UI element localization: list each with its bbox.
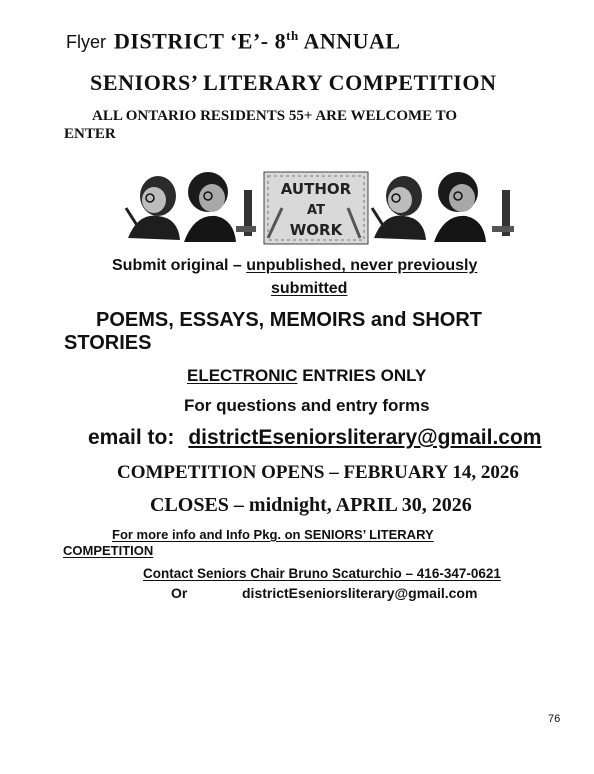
electronic-entries <box>187 366 426 386</box>
sign-word-author: AUTHOR <box>280 180 352 198</box>
right-writers-icon <box>372 172 514 242</box>
submit-requirement-1: unpublished, never previously <box>246 257 478 274</box>
info-line-1: For more info and Info Pkg. on SENIORS’ LITERARY <box>112 527 434 542</box>
info-line-2: COMPETITION <box>63 543 154 558</box>
page-number: 76 <box>548 713 561 725</box>
questions-line: For questions and entry forms <box>184 396 430 415</box>
alternate-email-link[interactable]: districtEseniorsliterary@gmail.com <box>242 585 478 601</box>
title-line-1 <box>114 28 401 54</box>
author-at-work-icon <box>118 168 520 248</box>
eligibility-line-1: ALL ONTARIO RESIDENTS 55+ ARE WELCOME TO <box>92 108 458 124</box>
sign-icon <box>264 172 368 244</box>
categories-line-2: STORIES <box>64 332 152 354</box>
categories-line-1: POEMS, ESSAYS, MEMOIRS and SHORT <box>96 309 482 331</box>
title-superscript: th <box>286 28 299 43</box>
competition-closes: CLOSES – midnight, APRIL 30, 2026 <box>150 494 472 516</box>
email-label: email to: <box>88 426 175 449</box>
electronic-rest: ENTRIES ONLY <box>297 366 427 385</box>
submit-requirement-2: submitted <box>271 280 348 297</box>
title-part-2: ANNUAL <box>298 28 401 54</box>
title-part-1: DISTRICT ‘E’- 8 <box>114 28 287 54</box>
email-line <box>88 426 541 450</box>
left-writers-icon <box>126 172 256 242</box>
electronic-word: ELECTRONIC <box>187 366 298 385</box>
contact-line: Contact Seniors Chair Bruno Scaturchio – 416-347-0621 <box>143 566 501 581</box>
email-link[interactable]: districtEseniorsliterary@gmail.com <box>188 426 542 449</box>
flyer-label: Flyer <box>66 32 106 52</box>
sign-word-at: AT <box>307 203 325 218</box>
submit-line-1 <box>112 257 477 275</box>
sign-word-work: WORK <box>289 221 343 239</box>
title-line-2: SENIORS’ LITERARY COMPETITION <box>90 70 497 95</box>
competition-opens: COMPETITION OPENS – FEBRUARY 14, 2026 <box>117 462 519 483</box>
submit-prefix: Submit original – <box>112 257 247 274</box>
or-label: Or <box>171 585 188 601</box>
eligibility-line-2: ENTER <box>64 126 116 142</box>
